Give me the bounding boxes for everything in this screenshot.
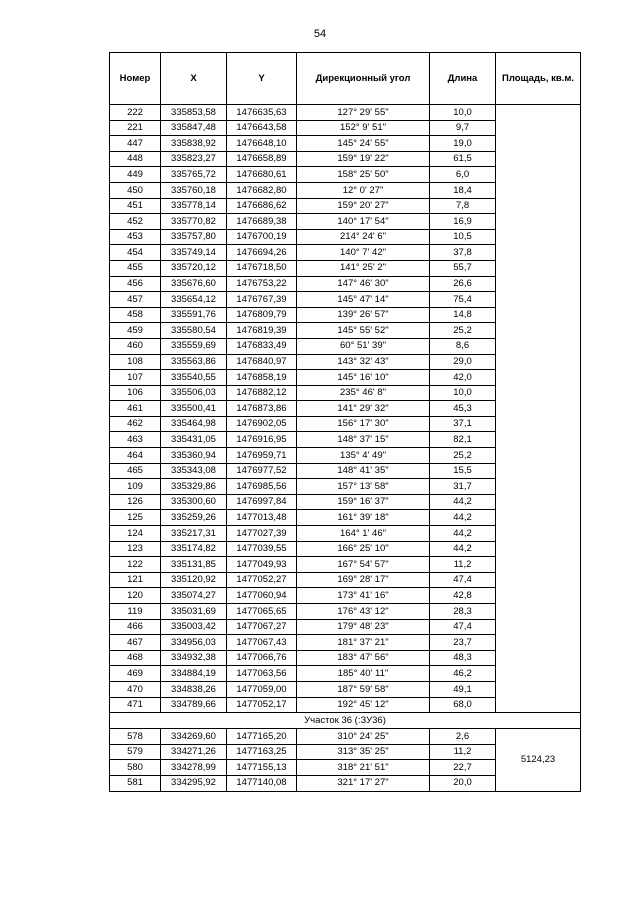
cell-y: 1476635,63 (227, 105, 297, 121)
cell-length: 9,7 (430, 120, 496, 136)
cell-x: 335540,55 (161, 370, 227, 386)
cell-y: 1477052,17 (227, 697, 297, 713)
cell-number: 447 (110, 136, 161, 152)
cell-angle: 321° 17' 27" (297, 775, 430, 791)
cell-length: 2,6 (430, 729, 496, 745)
cell-length: 44,2 (430, 541, 496, 557)
cell-length: 31,7 (430, 479, 496, 495)
cell-length: 44,2 (430, 510, 496, 526)
cell-x: 334884,19 (161, 666, 227, 682)
cell-angle: 143° 32' 43" (297, 354, 430, 370)
cell-y: 1476648,10 (227, 136, 297, 152)
cell-length: 55,7 (430, 260, 496, 276)
cell-angle: 12° 0' 27" (297, 182, 430, 198)
cell-length: 37,8 (430, 245, 496, 261)
cell-x: 335765,72 (161, 167, 227, 183)
cell-x: 335464,98 (161, 416, 227, 432)
cell-length: 37,1 (430, 416, 496, 432)
cell-x: 335757,80 (161, 229, 227, 245)
cell-x: 335654,12 (161, 292, 227, 308)
cell-x: 335074,27 (161, 588, 227, 604)
cell-y: 1476694,26 (227, 245, 297, 261)
cell-length: 25,2 (430, 323, 496, 339)
cell-x: 335749,14 (161, 245, 227, 261)
cell-angle: 169° 28' 17" (297, 572, 430, 588)
cell-y: 1476658,89 (227, 151, 297, 167)
cell-angle: 310° 24' 25" (297, 729, 430, 745)
cell-y: 1476959,71 (227, 448, 297, 464)
cell-angle: 148° 37' 15" (297, 432, 430, 448)
cell-angle: 161° 39' 18" (297, 510, 430, 526)
cell-y: 1477060,94 (227, 588, 297, 604)
cell-y: 1477163,25 (227, 744, 297, 760)
cell-angle: 60° 51' 39" (297, 338, 430, 354)
cell-number: 221 (110, 120, 161, 136)
cell-y: 1476916,95 (227, 432, 297, 448)
cell-number: 449 (110, 167, 161, 183)
cell-length: 18,4 (430, 182, 496, 198)
header-length: Длина (430, 53, 496, 105)
cell-angle: 148° 41' 35" (297, 463, 430, 479)
cell-angle: 173° 41' 16" (297, 588, 430, 604)
cell-number: 459 (110, 323, 161, 339)
cell-angle: 183° 47' 56" (297, 650, 430, 666)
section-title-row (110, 713, 581, 729)
cell-length: 44,2 (430, 526, 496, 542)
cell-y: 1476985,56 (227, 479, 297, 495)
cell-number: 125 (110, 510, 161, 526)
cell-angle: 179° 48' 23" (297, 619, 430, 635)
cell-length: 10,0 (430, 105, 496, 121)
cell-x: 335853,58 (161, 105, 227, 121)
cell-number: 456 (110, 276, 161, 292)
cell-number: 108 (110, 354, 161, 370)
cell-x: 335500,41 (161, 401, 227, 417)
cell-length: 48,3 (430, 650, 496, 666)
section-area: 5124,23 (496, 729, 581, 791)
cell-x: 334838,26 (161, 681, 227, 697)
table-row (110, 729, 581, 745)
cell-angle: 147° 46' 30" (297, 276, 430, 292)
cell-angle: 140° 7' 42" (297, 245, 430, 261)
cell-y: 1476997,84 (227, 494, 297, 510)
header-x: X (161, 53, 227, 105)
cell-x: 335329,86 (161, 479, 227, 495)
header-direction-angle: Дирекционный угол (297, 53, 430, 105)
cell-length: 20,0 (430, 775, 496, 791)
cell-angle: 127° 29' 55" (297, 105, 430, 121)
cell-number: 106 (110, 385, 161, 401)
cell-angle: 141° 25' 2" (297, 260, 430, 276)
cell-y: 1477065,65 (227, 604, 297, 620)
cell-number: 124 (110, 526, 161, 542)
cell-x: 335720,12 (161, 260, 227, 276)
cell-number: 461 (110, 401, 161, 417)
cell-number: 465 (110, 463, 161, 479)
cell-angle: 187° 59' 58" (297, 681, 430, 697)
cell-y: 1477067,27 (227, 619, 297, 635)
cell-y: 1476682,80 (227, 182, 297, 198)
cell-length: 11,2 (430, 557, 496, 573)
coordinates-table (109, 52, 581, 792)
cell-length: 68,0 (430, 697, 496, 713)
cell-x: 335770,82 (161, 214, 227, 230)
section-rows (110, 713, 581, 791)
cell-number: 455 (110, 260, 161, 276)
cell-number: 579 (110, 744, 161, 760)
cell-angle: 185° 40' 11" (297, 666, 430, 682)
cell-number: 452 (110, 214, 161, 230)
cell-number: 448 (110, 151, 161, 167)
cell-y: 1476840,97 (227, 354, 297, 370)
cell-x: 335174,82 (161, 541, 227, 557)
cell-angle: 157° 13' 58" (297, 479, 430, 495)
area-cell-empty (496, 105, 581, 713)
cell-angle: 318° 21' 51" (297, 760, 430, 776)
cell-angle: 145° 24' 55" (297, 136, 430, 152)
cell-number: 457 (110, 292, 161, 308)
cell-number: 471 (110, 697, 161, 713)
cell-number: 119 (110, 604, 161, 620)
cell-y: 1477066,76 (227, 650, 297, 666)
cell-length: 10,0 (430, 385, 496, 401)
cell-number: 460 (110, 338, 161, 354)
cell-length: 16,9 (430, 214, 496, 230)
cell-x: 335120,92 (161, 572, 227, 588)
cell-length: 75,4 (430, 292, 496, 308)
cell-number: 120 (110, 588, 161, 604)
cell-y: 1476689,38 (227, 214, 297, 230)
cell-number: 453 (110, 229, 161, 245)
cell-y: 1476882,12 (227, 385, 297, 401)
page-number: 54 (313, 28, 327, 40)
cell-angle: 313° 35' 25" (297, 744, 430, 760)
cell-angle: 135° 4' 49" (297, 448, 430, 464)
cell-x: 335431,05 (161, 432, 227, 448)
cell-x: 335838,92 (161, 136, 227, 152)
cell-number: 122 (110, 557, 161, 573)
cell-angle: 235° 46' 8" (297, 385, 430, 401)
cell-length: 82,1 (430, 432, 496, 448)
cell-y: 1476700,19 (227, 229, 297, 245)
cell-angle: 158° 25' 50" (297, 167, 430, 183)
cell-x: 335506,03 (161, 385, 227, 401)
cell-y: 1477067,43 (227, 635, 297, 651)
cell-y: 1477052,27 (227, 572, 297, 588)
section-title: Участок 36 (:ЗУ36) (110, 713, 581, 729)
cell-y: 1477140,08 (227, 775, 297, 791)
cell-y: 1476809,79 (227, 307, 297, 323)
cell-x: 335591,76 (161, 307, 227, 323)
cell-number: 451 (110, 198, 161, 214)
cell-y: 1477155,13 (227, 760, 297, 776)
cell-y: 1477063,56 (227, 666, 297, 682)
cell-number: 458 (110, 307, 161, 323)
cell-x: 334789,66 (161, 697, 227, 713)
cell-x: 334271,26 (161, 744, 227, 760)
cell-angle: 166° 25' 10" (297, 541, 430, 557)
table-header-row (110, 53, 581, 105)
cell-y: 1477059,00 (227, 681, 297, 697)
cell-angle: 167° 54' 57" (297, 557, 430, 573)
cell-length: 19,0 (430, 136, 496, 152)
cell-x: 334295,92 (161, 775, 227, 791)
cell-length: 15,5 (430, 463, 496, 479)
header-area: Площадь, кв.м. (496, 53, 581, 105)
cell-x: 335217,31 (161, 526, 227, 542)
cell-length: 28,3 (430, 604, 496, 620)
cell-x: 335343,08 (161, 463, 227, 479)
cell-x: 335760,18 (161, 182, 227, 198)
cell-length: 46,2 (430, 666, 496, 682)
cell-number: 109 (110, 479, 161, 495)
cell-length: 6,0 (430, 167, 496, 183)
cell-x: 335559,69 (161, 338, 227, 354)
cell-y: 1476753,22 (227, 276, 297, 292)
cell-angle: 156° 17' 30" (297, 416, 430, 432)
cell-x: 335823,27 (161, 151, 227, 167)
cell-y: 1476977,52 (227, 463, 297, 479)
cell-number: 462 (110, 416, 161, 432)
cell-y: 1476767,39 (227, 292, 297, 308)
cell-x: 335300,60 (161, 494, 227, 510)
cell-y: 1476680,61 (227, 167, 297, 183)
cell-x: 335031,69 (161, 604, 227, 620)
cell-number: 123 (110, 541, 161, 557)
cell-angle: 145° 16' 10" (297, 370, 430, 386)
cell-number: 463 (110, 432, 161, 448)
cell-y: 1476873,86 (227, 401, 297, 417)
cell-length: 8,6 (430, 338, 496, 354)
cell-angle: 145° 55' 52" (297, 323, 430, 339)
cell-number: 222 (110, 105, 161, 121)
cell-number: 470 (110, 681, 161, 697)
cell-x: 335131,85 (161, 557, 227, 573)
cell-y: 1476819,39 (227, 323, 297, 339)
cell-x: 335259,26 (161, 510, 227, 526)
cell-angle: 164° 1' 46" (297, 526, 430, 542)
cell-y: 1477049,93 (227, 557, 297, 573)
cell-x: 334269,60 (161, 729, 227, 745)
cell-y: 1476902,05 (227, 416, 297, 432)
cell-number: 468 (110, 650, 161, 666)
cell-number: 469 (110, 666, 161, 682)
cell-length: 23,7 (430, 635, 496, 651)
cell-x: 335563,86 (161, 354, 227, 370)
cell-angle: 159° 16' 37" (297, 494, 430, 510)
cell-angle: 159° 19' 22" (297, 151, 430, 167)
cell-length: 42,8 (430, 588, 496, 604)
cell-y: 1476833,49 (227, 338, 297, 354)
cell-length: 7,8 (430, 198, 496, 214)
cell-x: 334932,38 (161, 650, 227, 666)
header-number: Номер (110, 53, 161, 105)
cell-y: 1477027,39 (227, 526, 297, 542)
cell-angle: 176° 43' 12" (297, 604, 430, 620)
cell-x: 335847,48 (161, 120, 227, 136)
cell-angle: 152° 9' 51" (297, 120, 430, 136)
cell-number: 454 (110, 245, 161, 261)
cell-length: 49,1 (430, 681, 496, 697)
cell-length: 11,2 (430, 744, 496, 760)
cell-length: 47,4 (430, 619, 496, 635)
cell-angle: 214° 24' 6" (297, 229, 430, 245)
cell-length: 26,6 (430, 276, 496, 292)
main-rows (110, 105, 581, 713)
cell-length: 61,5 (430, 151, 496, 167)
cell-number: 107 (110, 370, 161, 386)
cell-number: 467 (110, 635, 161, 651)
cell-length: 42,0 (430, 370, 496, 386)
cell-length: 10,5 (430, 229, 496, 245)
cell-x: 335360,94 (161, 448, 227, 464)
table-row (110, 105, 581, 121)
cell-number: 126 (110, 494, 161, 510)
cell-x: 334956,03 (161, 635, 227, 651)
cell-angle: 181° 37' 21" (297, 635, 430, 651)
cell-x: 335580,54 (161, 323, 227, 339)
cell-number: 121 (110, 572, 161, 588)
cell-number: 581 (110, 775, 161, 791)
cell-number: 464 (110, 448, 161, 464)
cell-x: 335676,60 (161, 276, 227, 292)
cell-number: 580 (110, 760, 161, 776)
cell-angle: 145° 47' 14" (297, 292, 430, 308)
cell-y: 1477039,55 (227, 541, 297, 557)
cell-length: 14,8 (430, 307, 496, 323)
cell-y: 1476858,19 (227, 370, 297, 386)
cell-number: 578 (110, 729, 161, 745)
cell-angle: 141° 29' 32" (297, 401, 430, 417)
cell-length: 29,0 (430, 354, 496, 370)
cell-y: 1476718,50 (227, 260, 297, 276)
cell-angle: 159° 20' 27" (297, 198, 430, 214)
cell-number: 466 (110, 619, 161, 635)
cell-y: 1477165,20 (227, 729, 297, 745)
cell-length: 45,3 (430, 401, 496, 417)
cell-length: 44,2 (430, 494, 496, 510)
cell-y: 1476643,58 (227, 120, 297, 136)
cell-length: 22,7 (430, 760, 496, 776)
cell-x: 335003,42 (161, 619, 227, 635)
cell-y: 1476686,62 (227, 198, 297, 214)
cell-x: 335778,14 (161, 198, 227, 214)
cell-y: 1477013,48 (227, 510, 297, 526)
cell-length: 47,4 (430, 572, 496, 588)
header-y: Y (227, 53, 297, 105)
cell-x: 334278,99 (161, 760, 227, 776)
cell-number: 450 (110, 182, 161, 198)
cell-angle: 139° 26' 57" (297, 307, 430, 323)
cell-length: 25,2 (430, 448, 496, 464)
cell-angle: 192° 45' 12" (297, 697, 430, 713)
cell-angle: 140° 17' 54" (297, 214, 430, 230)
